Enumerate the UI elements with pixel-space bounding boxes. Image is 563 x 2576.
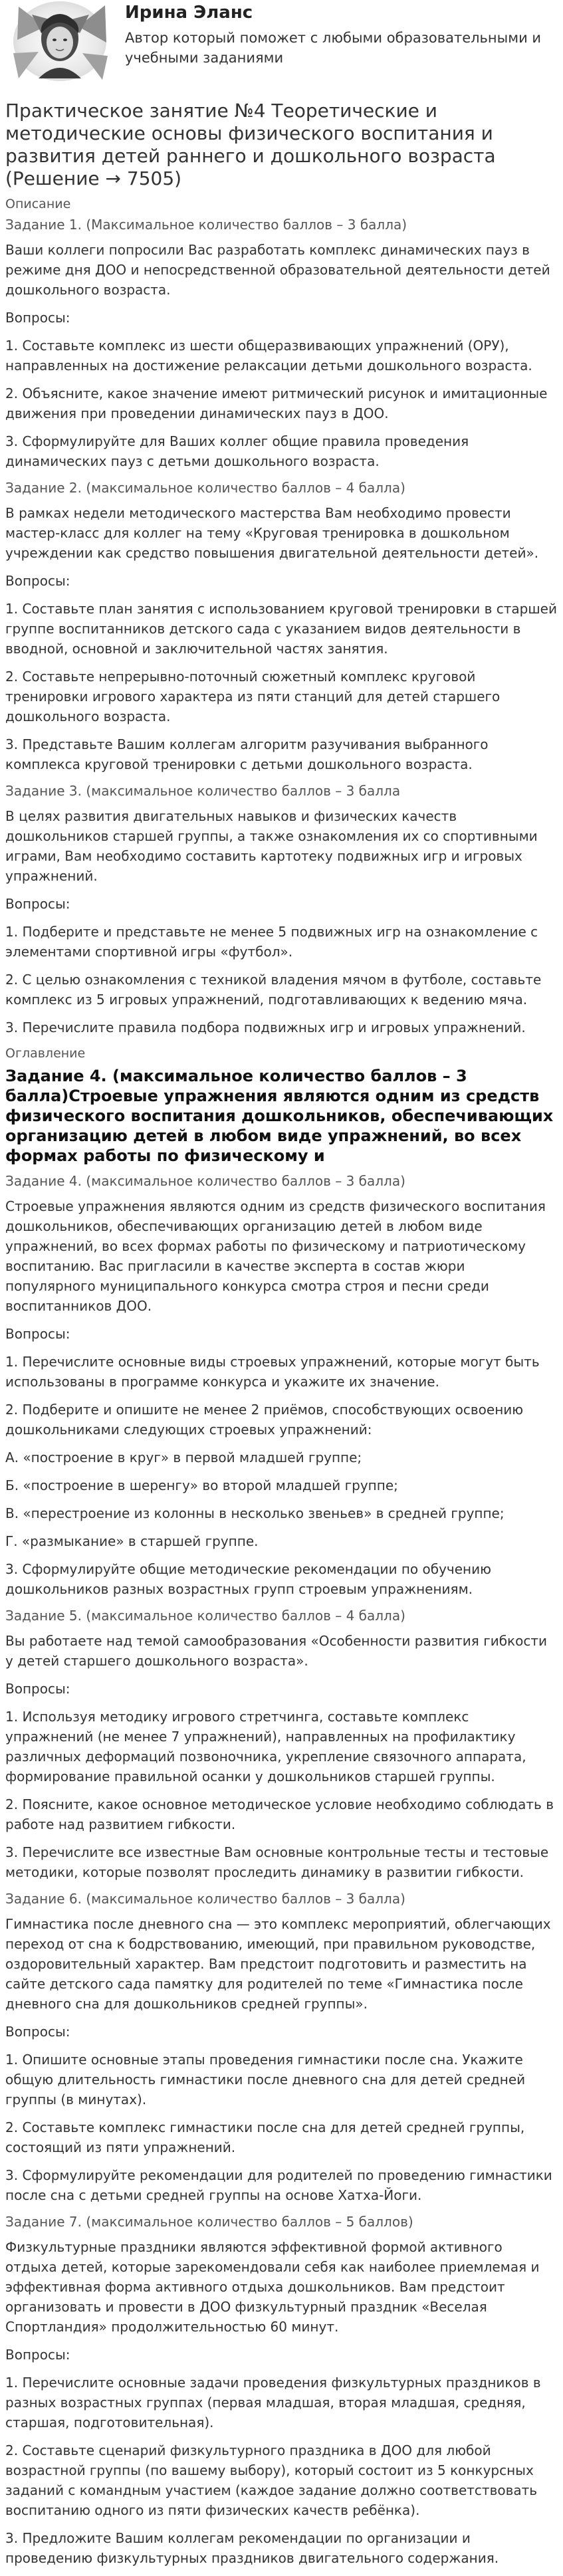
task-header: Задание 4. (максимальное количество баллов – 3 балла) <box>5 1173 405 1189</box>
paragraph: 3. Перечислите все известные Вам основные контрольные тесты и тестовые методики, которые позволят проследить динамику в развитии гибкости. <box>5 1844 549 1880</box>
paragraph: 3. Перечислите правила подбора подвижных игр и игровых упражнений. <box>5 1020 526 1036</box>
paragraph: Б. «построение в шеренгу» во второй младшей группе; <box>5 1477 398 1493</box>
paragraph: 3. Сформулируйте рекомендации для родителей по проведению гимнастики после сна с детьми средней группы на основе Хатха-Йоги. <box>5 2167 552 2203</box>
paragraph: 3. Сформулируйте общие методические рекомендации по обучению дошкольников разных возрастных групп строевым упражнениям. <box>5 1561 491 1597</box>
paragraph: 3. Сформулируйте для Ваших коллег общие правила проведения динамических пауз с детьми дошкольного возраста. <box>5 433 469 470</box>
paragraph: 1. Перечислите основные задачи проведения физкультурных праздников в разных возрастных группах (первая младшая, вторая младшая, средняя, старшая, подготовительная). <box>5 2375 541 2430</box>
paragraph: 1. Используя методику игрового стретчинга, составьте комплекс упражнений (не менее 7 упражнений), направленных на профилактику различных деформаций позвоночника, укрепление связочного аппарата, формирование правильной осанки у дошкольников старшей группы. <box>5 1709 526 1784</box>
author-avatar[interactable] <box>5 0 114 85</box>
author-name[interactable]: Ирина Эланс <box>125 3 253 23</box>
paragraph: Вопросы: <box>5 2024 70 2040</box>
paragraph: Г. «размыкание» в старшей группе. <box>5 1533 259 1549</box>
paragraph: Вопросы: <box>5 2347 70 2363</box>
paragraph: 1. Подберите и представьте не менее 5 подвижных игр на ознакомление с элементами спортивной игры «футбол». <box>5 924 538 960</box>
task-header: Задание 6. (максимальное количество баллов – 3 балла) <box>5 1891 405 1907</box>
paragraph: 3. Предложите Вашим коллегам рекомендации по организации и проведению физкультурных праздников двигательного содержания. <box>5 2530 499 2566</box>
description-section <box>5 216 558 1037</box>
paragraph: Вопросы: <box>5 896 70 912</box>
task-header: Задание 7. (максимальное количество баллов – 5 баллов) <box>5 2214 413 2230</box>
paragraph: Вопросы: <box>5 1681 70 1697</box>
paragraph: 2. Составьте комплекс гимнастики после сна для детей средней группы, состоящий из пяти упражнений. <box>5 2119 525 2155</box>
paragraph: Вопросы: <box>5 573 70 590</box>
paragraph: Ваши коллеги попросили Вас разработать комплекс динамических пауз в режиме дня ДОО и непосредственной образовательной деятельности детей дошкольного возраста. <box>5 242 550 298</box>
paragraph: 1. Составьте комплекс из шести общеразвивающих упражнений (ОРУ), направленных на достижение релаксации детьми дошкольного возраста. <box>5 338 532 374</box>
paragraph: Вы работаете над темой самообразования «Особенности развития гибкости у детей старшего дошкольного возраста». <box>5 1633 547 1669</box>
author-block <box>5 0 558 93</box>
paragraph: 2. Поясните, какое основное методическое условие необходимо соблюдать в работе над развитием гибкости. <box>5 1796 554 1832</box>
author-info <box>125 0 550 68</box>
toc-section <box>5 1172 558 2568</box>
paragraph: 2. Объясните, какое значение имеют ритмический рисунок и имитационные движения при проведении динамических пауз в ДОО. <box>5 385 548 422</box>
avatar-image <box>5 0 114 85</box>
paragraph: А. «построение в круг» в первой младшей группе; <box>5 1449 362 1465</box>
task-header: Задание 2. (максимальное количество баллов – 4 балла) <box>5 480 405 496</box>
task-header: Задание 1. (Максимальное количество баллов – 3 балла) <box>5 217 407 233</box>
paragraph: Гимнастика после дневного сна — это комплекс мероприятий, облегчающих переход от сна к бодрствованию, имеющий, при правильном руководстве, оздоровительный характер. Вам предстоит подготовить и разместить на сайте детского сада памятку для родителей по теме «Гимнастика после дневного сна для дошкольников средней группы». <box>5 1916 551 2012</box>
paragraph: 1. Составьте план занятия с использованием круговой тренировки в старшей группе воспитанников детского сада с указанием видов деятельности в вводной, основной и заключительной частях занятия. <box>5 601 557 657</box>
paragraph: Вопросы: <box>5 310 70 326</box>
paragraph: 2. Составьте сценарий физкультурного праздника в ДОО для любой возрастной группы (по вашему выбору), который состоит из 5 конкурсных заданий с командным участием (каждое задание должно соответствовать воспитанию одного из пяти физических качеств ребёнка). <box>5 2442 538 2518</box>
paragraph: 2. Подберите и опишите не менее 2 приёмов, способствующих освоению дошкольниками следующих строевых упражнений: <box>5 1402 524 1438</box>
paragraph: В целях развития двигательных навыков и физических качеств дошкольников старшей группы, а также ознакомления их со спортивными играми, Вам необходимо составить картотеку подвижных игр и игровых упражнений. <box>5 808 538 885</box>
page-title: Практическое занятие №4 Теоретические и методические основы физического воспитания и развития детей раннего и дошкольного возраста (Решение → 7505) <box>5 100 496 190</box>
paragraph: 2. С целью ознакомления с техникой владения мячом в футболе, составьте комплекс из 5 игровых упражнений, подготавливающих к ведению мяча. <box>5 972 542 1008</box>
paragraph: В рамках недели методического мастерства Вам необходимо провести мастер-класс для коллег на тему «Круговая тренировка в дошкольном учреждении как средство повышения двигательной деятельности детей». <box>5 505 539 562</box>
task-header: Задание 5. (максимальное количество баллов – 4 балла) <box>5 1608 405 1624</box>
paragraph: В. «перестроение из колонны в несколько звеньев» в средней группе; <box>5 1505 505 1521</box>
author-description: Автор который поможет с любыми образовательными и учебными заданиями <box>125 30 542 66</box>
toc-label: Оглавление <box>5 1046 86 1061</box>
description-label: Описание <box>5 196 71 211</box>
toc-heading: Задание 4. (максимальное количество баллов – 3 балла)Строевые упражнения являются одним из средств физического воспитания дошкольников, обеспечивающих организацию детей в любом виде упражнений, во всех формах работы по физическому и <box>5 1067 554 1165</box>
paragraph: Строевые упражнения являются одним из средств физического воспитания дошкольников, обеспечивающих организацию детей в любом виде упражнений, во всех формах работы по физическому и патриотическому воспитанию. Вас пригласили в качестве эксперта в состав жюри популярного муниципального конкурса смотра строя и песни среди воспитанников ДОО. <box>5 1198 546 1314</box>
paragraph: Физкультурные праздники являются эффективной формой активного отдыха детей, которые зарекомендовали себя как наиболее приемлемая и эффективная форма активного отдыха дошкольников. Вам предстоит организовать и провести в ДОО физкультурный праздник «Веселая Спортландия» продолжительностью 60 минут. <box>5 2239 540 2335</box>
paragraph: 3. Представьте Вашим коллегам алгоритм разучивания выбранного комплекса круговой тренировки с детьми дошкольного возраста. <box>5 736 489 773</box>
paragraph: Вопросы: <box>5 1326 70 1342</box>
paragraph: 1. Опишите основные этапы проведения гимнастики после сна. Укажите общую длительность гимнастики после дневного сна для детей средней группы (в минутах). <box>5 2052 526 2107</box>
paragraph: 1. Перечислите основные виды строевых упражнений, которые могут быть использованы в программе конкурса и укажите их значение. <box>5 1354 540 1390</box>
task-header: Задание 3. (максимальное количество баллов – 3 балла <box>5 783 401 800</box>
paragraph: 2. Составьте непрерывно-поточный сюжетный комплекс круговой тренировки игрового характера из пяти станций для детей старшего дошкольного возраста. <box>5 669 501 725</box>
